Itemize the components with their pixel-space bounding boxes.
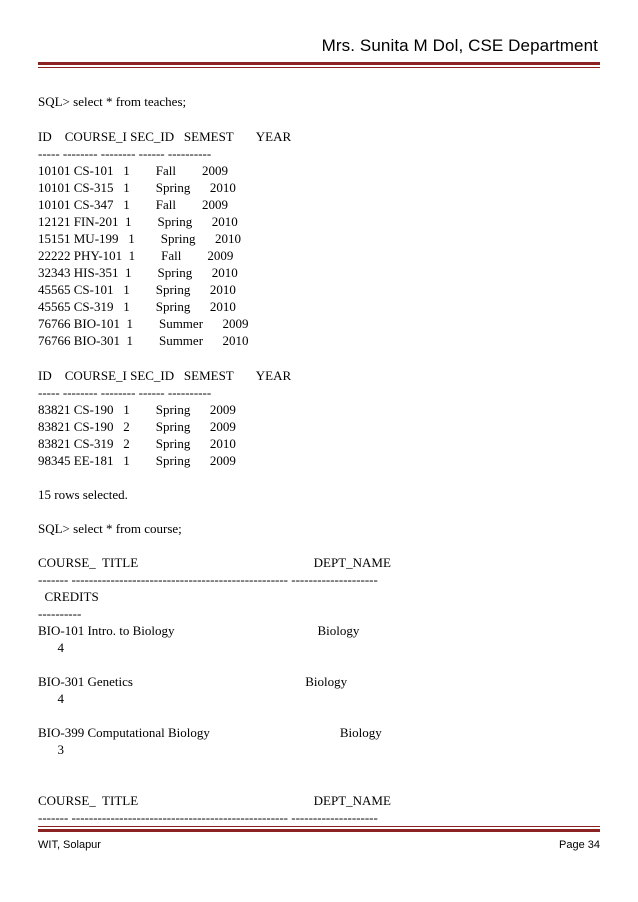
teaches-row: 83821 CS-190 1 Spring 2009 [38,402,236,417]
teaches-row: 45565 CS-101 1 Spring 2010 [38,282,236,297]
teaches-row: 10101 CS-347 1 Fall 2009 [38,197,228,212]
footer-rule-thin [38,826,600,827]
credits-separator: ---------- [38,606,82,621]
teaches-separator: ----- -------- -------- ------ ---------- [38,146,212,161]
course-credits: 4 [38,691,64,706]
teaches-row: 32343 HIS-351 1 Spring 2010 [38,265,238,280]
course-credits: 3 [38,742,64,757]
teaches-row: 76766 BIO-101 1 Summer 2009 [38,316,249,331]
teaches-row: 12121 FIN-201 1 Spring 2010 [38,214,238,229]
footer-institution: WIT, Solapur [38,839,101,851]
teaches-row: 76766 BIO-301 1 Summer 2010 [38,333,249,348]
course-separator-2: ------- -------------------------------------------------- -------------------- [38,810,378,825]
course-row: BIO-301 Genetics Biology [38,674,348,689]
footer-rule-thick [38,829,600,832]
teaches-row: 10101 CS-315 1 Spring 2010 [38,180,236,195]
teaches-row: 83821 CS-190 2 Spring 2009 [38,419,236,434]
teaches-header-2: ID COURSE_I SEC_ID SEMEST YEAR [38,368,292,383]
course-row: BIO-399 Computational Biology Biology [38,725,382,740]
sql-query-teaches: SQL> select * from teaches; [38,94,187,109]
teaches-row: 98345 EE-181 1 Spring 2009 [38,453,236,468]
header-rule-thick [38,62,600,65]
rows-selected-text: 15 rows selected. [38,487,128,502]
teaches-row: 22222 PHY-101 1 Fall 2009 [38,248,234,263]
sql-query-course: SQL> select * from course; [38,521,182,536]
header-rule-thin [38,67,600,68]
header-title: Mrs. Sunita M Dol, CSE Department [321,36,598,55]
credits-header: CREDITS [38,589,99,604]
course-header-2: COURSE_ TITLE DEPT_NAME [38,793,391,808]
course-header: COURSE_ TITLE DEPT_NAME [38,555,391,570]
teaches-header: ID COURSE_I SEC_ID SEMEST YEAR [38,129,292,144]
course-row: BIO-101 Intro. to Biology Biology [38,623,360,638]
course-credits: 4 [38,640,64,655]
teaches-separator-2: ----- -------- -------- ------ ---------- [38,385,212,400]
teaches-row: 45565 CS-319 1 Spring 2010 [38,299,236,314]
page-number: Page 34 [559,839,600,851]
teaches-row: 15151 MU-199 1 Spring 2010 [38,231,241,246]
teaches-row: 10101 CS-101 1 Fall 2009 [38,163,228,178]
course-separator: ------- -------------------------------------------------- -------------------- [38,572,378,587]
teaches-row: 83821 CS-319 2 Spring 2010 [38,436,236,451]
